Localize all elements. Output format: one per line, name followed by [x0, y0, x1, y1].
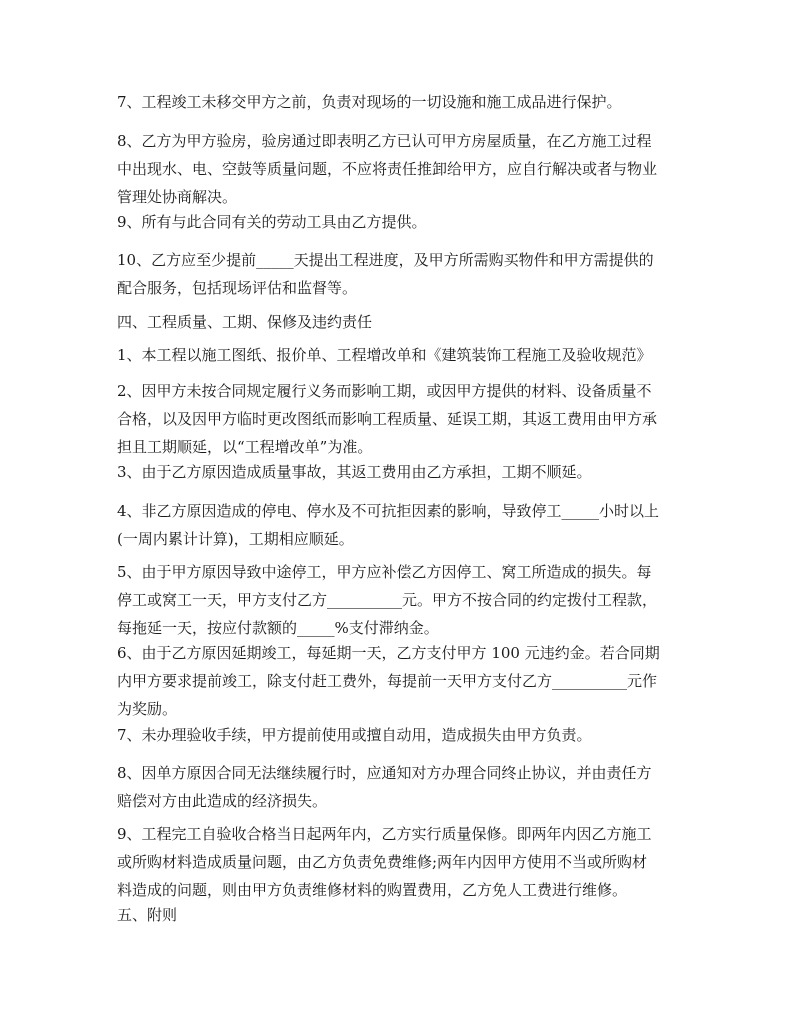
text-line: 四、工程质量、工期、保修及违约责任 [117, 313, 373, 331]
text-line: 10、乙方应至少提前_____天提出工程进度，及甲方所需购买物件和甲方需提供的 [117, 251, 654, 269]
section-4-heading [117, 308, 692, 336]
text-line: 9、工程完工自验收合格当日起两年内，乙方实行质量保修。即两年内因乙方施工 [117, 825, 652, 843]
section-5-heading [117, 901, 692, 929]
section-4-clause-7 [117, 721, 692, 749]
section-4-clause-3 [117, 458, 692, 486]
text-line: 担且工期顺延，以“工程增改单”为准。 [117, 438, 373, 456]
text-line: 或所购材料造成质量问题，由乙方负责免费维修;两年内因甲方使用不当或所购材 [117, 853, 648, 871]
text-line: 2、因甲方未按合同规定履行义务而影响工期，或因甲方提供的材料、设备质量不 [117, 382, 652, 400]
section-4-clause-4 [117, 497, 692, 553]
text-line: 每拖延一天，按应付款额的_____%支付滞纳金。 [117, 619, 439, 637]
text-line: 3、由于乙方原因造成质量事故，其返工费用由乙方承担，工期不顺延。 [117, 463, 592, 481]
text-line: 8、因单方原因合同无法继续履行时，应通知对方办理合同终止协议，并由责任方 [117, 764, 652, 782]
section-4-clause-5 [117, 558, 692, 642]
text-line: 7、工程竣工未移交甲方之前，负责对现场的一切设施和施工成品进行保护。 [117, 93, 622, 111]
text-line: 5、由于甲方原因导致中途停工，甲方应补偿乙方因停工、窝工所造成的损失。每 [117, 563, 652, 581]
section-4-clause-2 [117, 377, 692, 461]
clause-10-schedule [117, 246, 692, 302]
section-4-clause-9 [117, 820, 692, 904]
text-line: 7、未办理验收手续，甲方提前使用或擅自动用，造成损失由甲方负责。 [117, 726, 592, 744]
text-line: 五、附则 [117, 906, 178, 924]
text-line: 赔偿对方由此造成的经济损失。 [117, 792, 328, 810]
text-line: 内甲方要求提前竣工，除支付赶工费外，每提前一天甲方支付乙方__________元作 [117, 672, 658, 690]
section-4-clause-1 [117, 341, 692, 369]
text-line: 6、由于乙方原因延期竣工，每延期一天，乙方支付甲方 100 元违约金。若合同期 [117, 644, 660, 662]
text-line: 停工或窝工一天，甲方支付乙方__________元。甲方不按合同的约定拨付工程款， [117, 591, 658, 609]
text-line: 管理处协商解决。 [117, 188, 238, 206]
text-line: 配合服务，包括现场评估和监督等。 [117, 279, 358, 297]
clause-9-tools [117, 208, 692, 236]
text-line: 9、所有与此合同有关的劳动工具由乙方提供。 [117, 213, 427, 231]
text-line: (一周内累计计算)，工期相应顺延。 [117, 530, 354, 548]
text-line: 料造成的问题，则由甲方负责维修材料的购置费用，乙方免人工费进行维修。 [117, 881, 628, 899]
clause-7-protection [117, 88, 692, 116]
clause-8-inspection [117, 127, 692, 211]
text-line: 合格，以及因甲方临时更改图纸而影响工程质量、延误工期，其返工费用由甲方承 [117, 410, 658, 428]
text-line: 1、本工程以施工图纸、报价单、工程增改单和《建筑装饰工程施工及验收规范》 [117, 346, 652, 364]
text-line: 4、非乙方原因造成的停电、停水及不可抗拒因素的影响，导致停工_____小时以上 [117, 502, 660, 520]
section-4-clause-6 [117, 639, 692, 723]
text-line: 中出现水、电、空鼓等质量问题，不应将责任推卸给甲方，应自行解决或者与物业 [117, 160, 658, 178]
text-line: 为奖励。 [117, 700, 178, 718]
section-4-clause-8 [117, 759, 692, 815]
text-line: 8、乙方为甲方验房，验房通过即表明乙方已认可甲方房屋质量，在乙方施工过程 [117, 132, 652, 150]
